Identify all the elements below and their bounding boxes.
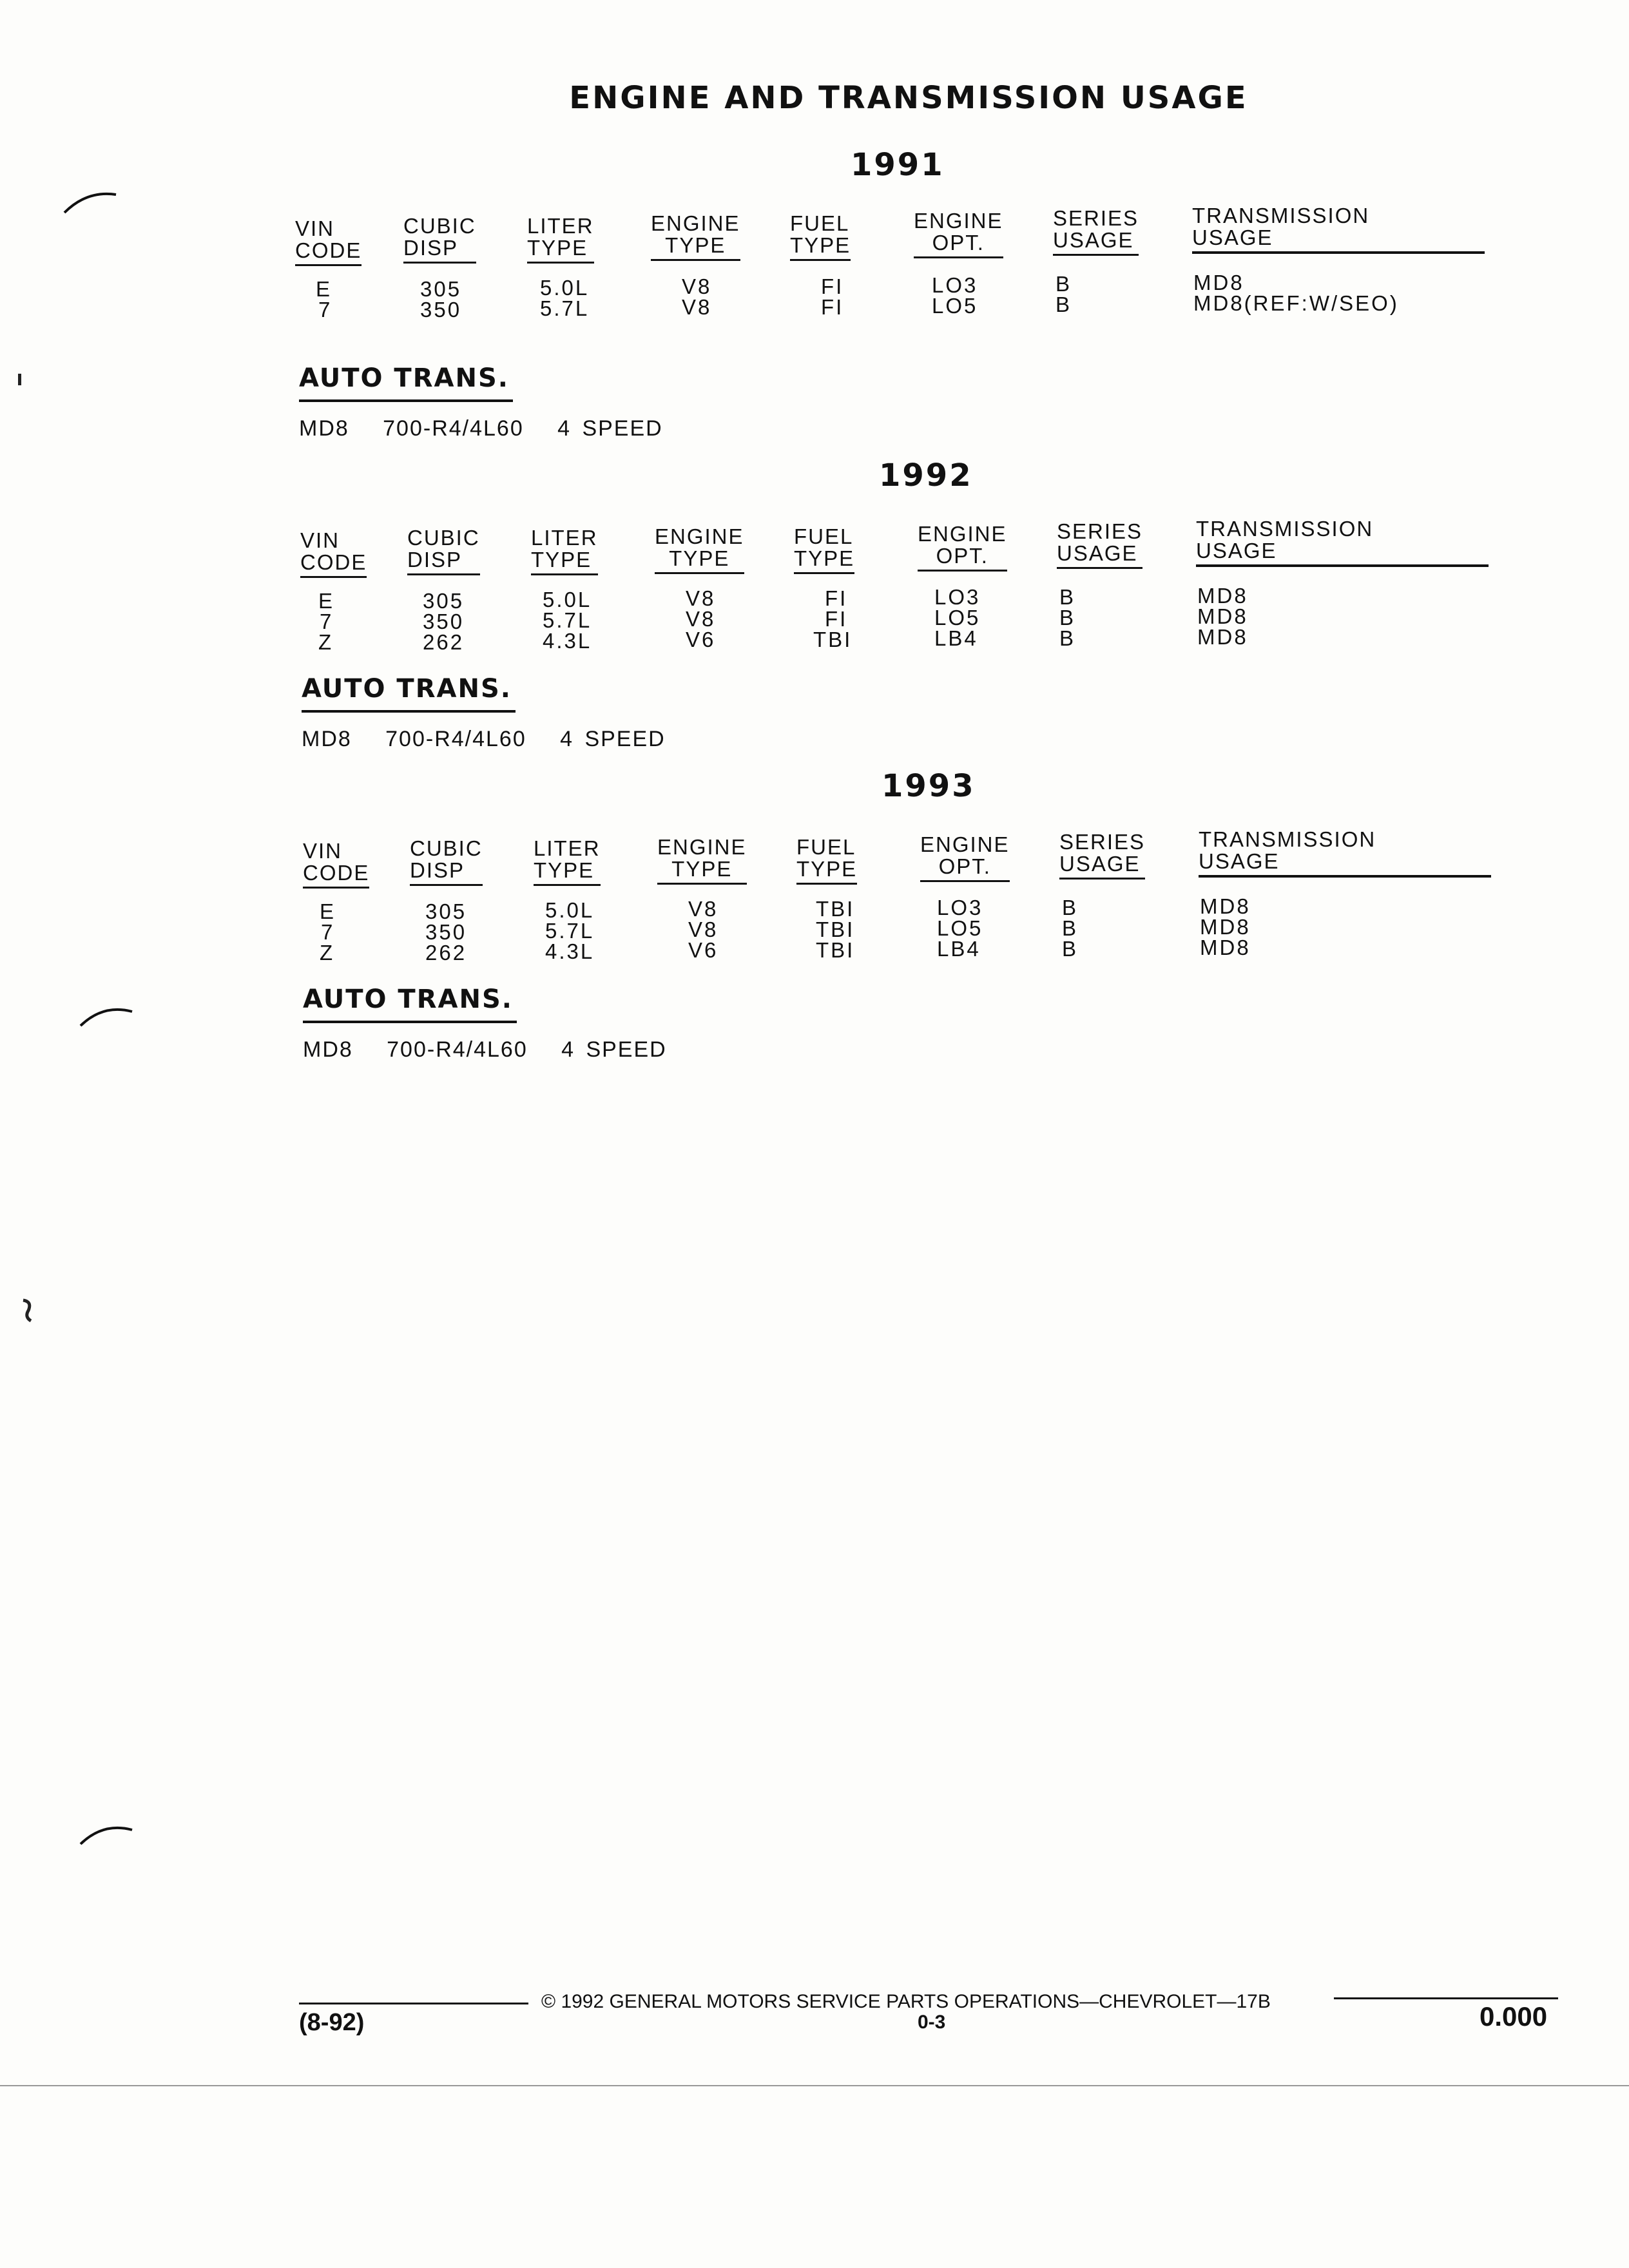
auto-trans-code: MD8 (303, 1037, 353, 1062)
header-liter-type: LITER TYPE (531, 527, 598, 575)
header-engine-opt: ENGINE OPT. (920, 834, 1010, 882)
auto-trans-line (302, 727, 666, 752)
cell-trans: MD8 (1200, 894, 1251, 918)
binder-hole-mark (77, 999, 135, 1031)
cell-opt: LO5 (934, 606, 981, 629)
cell-opt: LO5 (932, 294, 978, 318)
cell-vin: Z (318, 630, 334, 654)
cell-fuel: FI (825, 586, 848, 610)
scan-edge-line (0, 2085, 1629, 2086)
cell-cubic: 262 (423, 630, 465, 654)
auto-trans-speed: 4 SPEED (561, 1037, 667, 1062)
auto-trans-rule (302, 710, 516, 713)
header-vin: VIN CODE (303, 840, 369, 889)
cell-engine: V8 (682, 295, 712, 319)
auto-trans-speed: 4 SPEED (560, 727, 666, 751)
header-engine-type: ENGINE TYPE (655, 526, 744, 574)
cell-fuel: FI (821, 295, 844, 319)
header-series-usage: SERIES USAGE (1057, 521, 1142, 569)
cell-engine: V6 (686, 628, 716, 651)
cell-series: B (1062, 896, 1079, 919)
cell-engine: V6 (688, 938, 718, 962)
cell-series: B (1055, 293, 1072, 316)
cell-vin: E (320, 899, 336, 923)
cell-trans: MD8 (1200, 915, 1251, 939)
cell-series: B (1059, 606, 1076, 629)
cell-engine: V8 (688, 918, 718, 941)
cell-opt: LB4 (937, 937, 981, 961)
footer-copyright: © 1992 GENERAL MOTORS SERVICE PARTS OPERATIONS—CHEVROLET—17B (541, 1991, 1271, 2012)
cell-trans: MD8(REF:W/SEO) (1193, 291, 1399, 315)
auto-trans-line (303, 1037, 667, 1062)
cell-engine: V8 (686, 586, 716, 610)
auto-trans-label: AUTO TRANS. (302, 674, 512, 704)
cell-cubic: 262 (425, 941, 467, 965)
auto-trans-label: AUTO TRANS. (303, 985, 513, 1014)
cell-opt: LO3 (932, 273, 978, 297)
header-fuel-type: FUEL TYPE (794, 526, 854, 574)
cell-vin: 7 (321, 920, 335, 944)
cell-series: B (1059, 626, 1076, 650)
cell-vin: Z (320, 941, 335, 965)
header-vin: VIN CODE (295, 218, 361, 266)
header-liter-type: LITER TYPE (534, 838, 601, 886)
footer-section-number: 0.000 (1480, 2001, 1548, 2032)
cell-liter: 4.3L (543, 629, 592, 653)
cell-trans: MD8 (1193, 271, 1244, 294)
cell-fuel: TBI (813, 628, 853, 651)
auto-trans-label: AUTO TRANS. (299, 363, 509, 393)
page-title: ENGINE AND TRANSMISSION USAGE (569, 80, 1248, 116)
cell-series: B (1055, 272, 1072, 296)
cell-fuel: TBI (816, 897, 855, 921)
footer-rule-left (299, 2003, 528, 2004)
cell-fuel: TBI (816, 938, 855, 962)
header-transmission-usage: TRANSMISSION USAGE (1196, 517, 1374, 562)
cell-liter: 5.0L (540, 276, 590, 300)
margin-speck (19, 1295, 39, 1327)
cell-liter: 5.0L (543, 588, 592, 611)
cell-cubic: 350 (425, 920, 467, 944)
cell-fuel: FI (821, 274, 844, 298)
cell-vin: 7 (318, 298, 333, 322)
header-series-usage: SERIES USAGE (1053, 207, 1139, 256)
header-engine-type: ENGINE TYPE (651, 213, 740, 261)
cell-series: B (1062, 937, 1079, 961)
cell-vin: E (318, 589, 335, 613)
cell-trans: MD8 (1197, 584, 1248, 608)
auto-trans-speed: 4 SPEED (557, 416, 663, 441)
cell-fuel: FI (825, 607, 848, 631)
cell-trans: MD8 (1197, 604, 1248, 628)
header-engine-opt: ENGINE OPT. (918, 523, 1007, 572)
binder-hole-mark (61, 187, 119, 219)
header-series-usage: SERIES USAGE (1059, 831, 1145, 879)
cell-opt: LO3 (937, 896, 983, 919)
cell-liter: 5.0L (545, 898, 595, 922)
cell-cubic: 305 (423, 589, 465, 613)
cell-series: B (1059, 585, 1076, 609)
transmission-header-rule (1196, 564, 1489, 567)
header-fuel-type: FUEL TYPE (796, 836, 857, 885)
margin-speck (18, 374, 21, 385)
auto-trans-rule (299, 399, 513, 402)
footer-rule-right (1334, 1997, 1558, 1999)
header-fuel-type: FUEL TYPE (790, 213, 851, 261)
cell-trans: MD8 (1200, 936, 1251, 959)
cell-vin: E (316, 277, 333, 301)
auto-trans-code: MD8 (299, 416, 349, 441)
year-heading: 1993 (882, 768, 976, 804)
auto-trans-model: 700-R4/4L60 (387, 1037, 528, 1062)
cell-engine: V8 (686, 607, 716, 631)
auto-trans-model: 700-R4/4L60 (383, 416, 524, 441)
header-transmission-usage: TRANSMISSION USAGE (1192, 204, 1370, 249)
cell-trans: MD8 (1197, 625, 1248, 649)
header-liter-type: LITER TYPE (527, 215, 594, 264)
cell-liter: 5.7L (545, 919, 595, 943)
cell-cubic: 305 (420, 277, 462, 301)
header-cubic-disp: CUBIC DISP (410, 838, 483, 886)
auto-trans-model: 700-R4/4L60 (385, 727, 526, 751)
transmission-header-rule (1192, 251, 1485, 254)
binder-hole-mark (77, 1817, 135, 1849)
header-engine-opt: ENGINE OPT. (914, 210, 1003, 258)
year-heading: 1991 (851, 147, 945, 183)
header-cubic-disp: CUBIC DISP (403, 215, 476, 264)
cell-liter: 5.7L (540, 296, 590, 320)
cell-opt: LO5 (937, 916, 983, 940)
cell-series: B (1062, 916, 1079, 940)
footer-date: (8-92) (299, 2009, 365, 2036)
cell-engine: V8 (682, 274, 712, 298)
cell-engine: V8 (688, 897, 718, 921)
cell-opt: LO3 (934, 585, 981, 609)
transmission-header-rule (1199, 875, 1491, 878)
cell-fuel: TBI (816, 918, 855, 941)
cell-cubic: 350 (423, 610, 465, 633)
auto-trans-line (299, 416, 663, 441)
header-transmission-usage: TRANSMISSION USAGE (1199, 827, 1376, 873)
auto-trans-code: MD8 (302, 727, 352, 751)
footer-page-number: 0-3 (918, 2012, 946, 2033)
cell-cubic: 305 (425, 899, 467, 923)
cell-liter: 5.7L (543, 608, 592, 632)
cell-cubic: 350 (420, 298, 462, 322)
cell-opt: LB4 (934, 626, 978, 650)
cell-vin: 7 (320, 610, 334, 633)
header-cubic-disp: CUBIC DISP (407, 527, 480, 575)
header-engine-type: ENGINE TYPE (657, 836, 747, 885)
header-vin: VIN CODE (300, 530, 367, 578)
auto-trans-rule (303, 1021, 517, 1023)
year-heading: 1992 (879, 457, 973, 494)
cell-liter: 4.3L (545, 939, 595, 963)
